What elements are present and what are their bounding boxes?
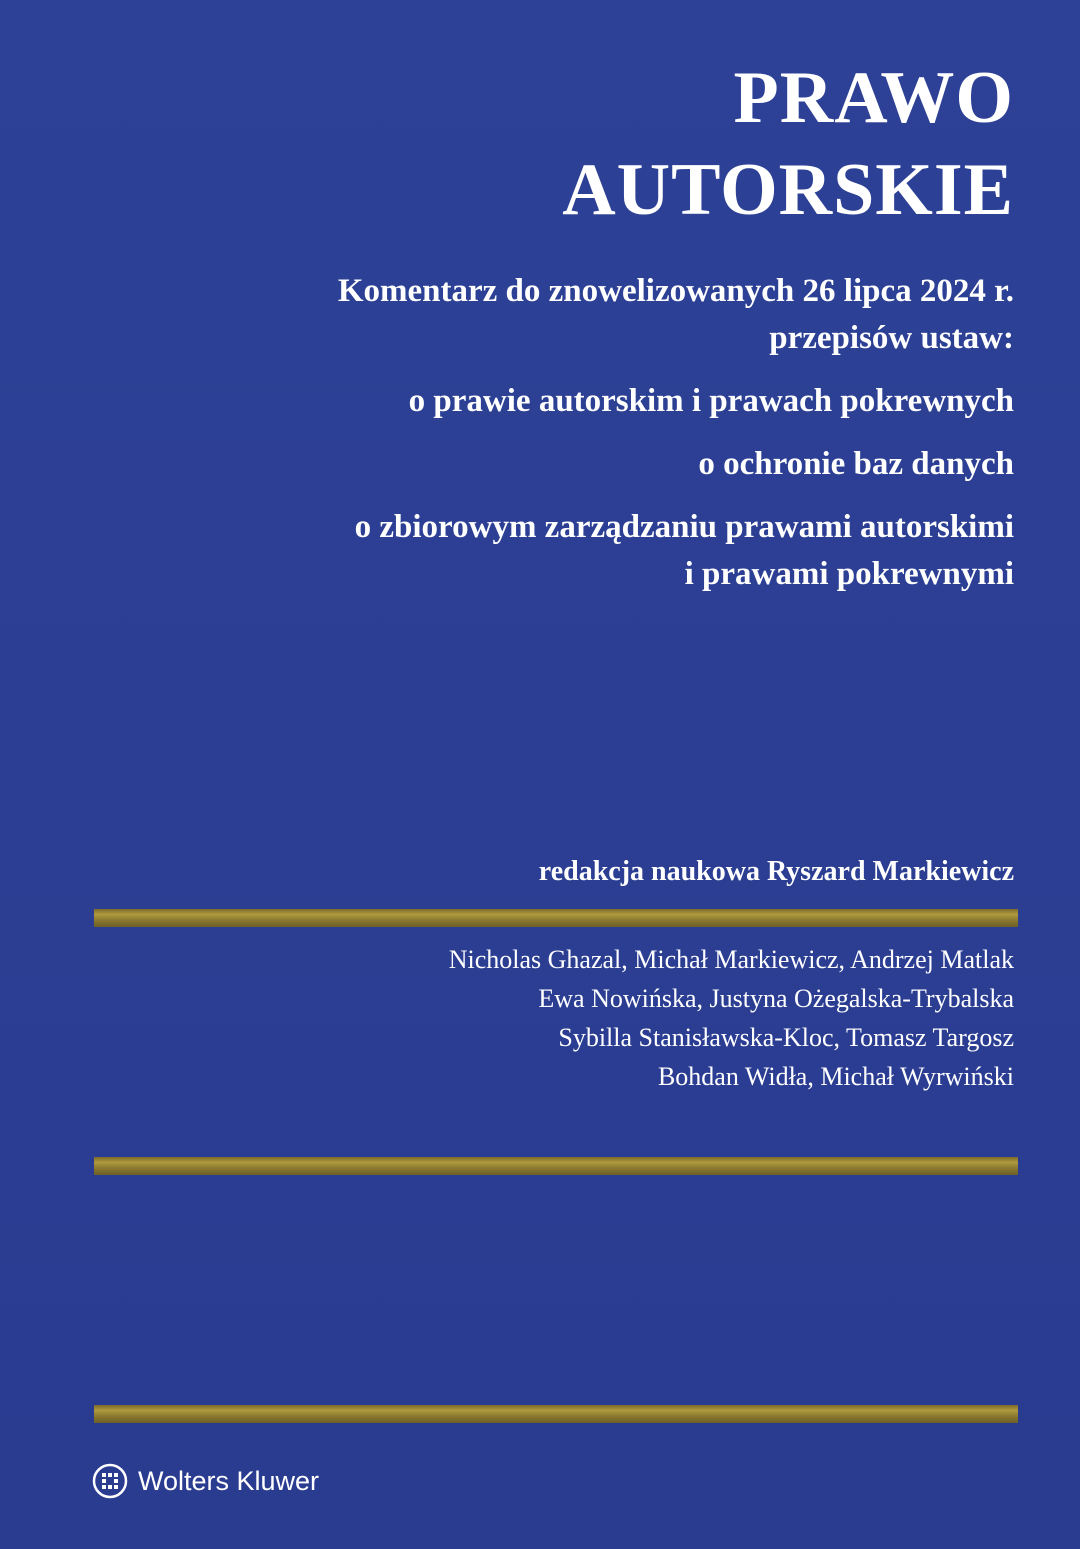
subtitle-line-2: przepisów ustaw:: [769, 320, 1014, 356]
subtitle-line-6: i prawami pokrewnymi: [684, 556, 1014, 592]
wolters-kluwer-logo-icon: [92, 1463, 128, 1499]
gold-divider-middle: [94, 1157, 1018, 1175]
subtitle-line-3: o prawie autorskim i prawach pokrewnych: [408, 383, 1014, 419]
publisher: [92, 1461, 319, 1501]
subtitle-line-5: o zbiorowym zarządzaniu prawami autorskimi: [354, 509, 1014, 545]
authors-line-3: Sybilla Stanisławska-Kloc, Tomasz Targosz: [558, 1023, 1014, 1052]
subtitle-line-4: o ochronie baz danych: [698, 446, 1014, 482]
authors-list: [449, 940, 1014, 1096]
subtitle-line-1: Komentarz do znowelizowanych 26 lipca 2024 r.: [337, 273, 1014, 309]
gold-divider-bottom: [94, 1405, 1018, 1423]
authors-line-1: Nicholas Ghazal, Michał Markiewicz, Andrzej Matlak: [448, 945, 1014, 974]
gold-divider-top: [94, 909, 1018, 927]
book-subtitle: [338, 268, 1014, 598]
title-line-1: PRAWO: [733, 57, 1014, 139]
authors-line-4: Bohdan Widła, Michał Wyrwiński: [657, 1062, 1014, 1091]
publisher-name: Wolters Kluwer: [138, 1465, 320, 1496]
book-title: [562, 52, 1014, 236]
title-line-2: AUTORSKIE: [562, 149, 1014, 231]
scientific-editor: redakcja naukowa Ryszard Markiewicz: [538, 856, 1014, 887]
authors-line-2: Ewa Nowińska, Justyna Ożegalska-Trybalska: [538, 984, 1014, 1013]
